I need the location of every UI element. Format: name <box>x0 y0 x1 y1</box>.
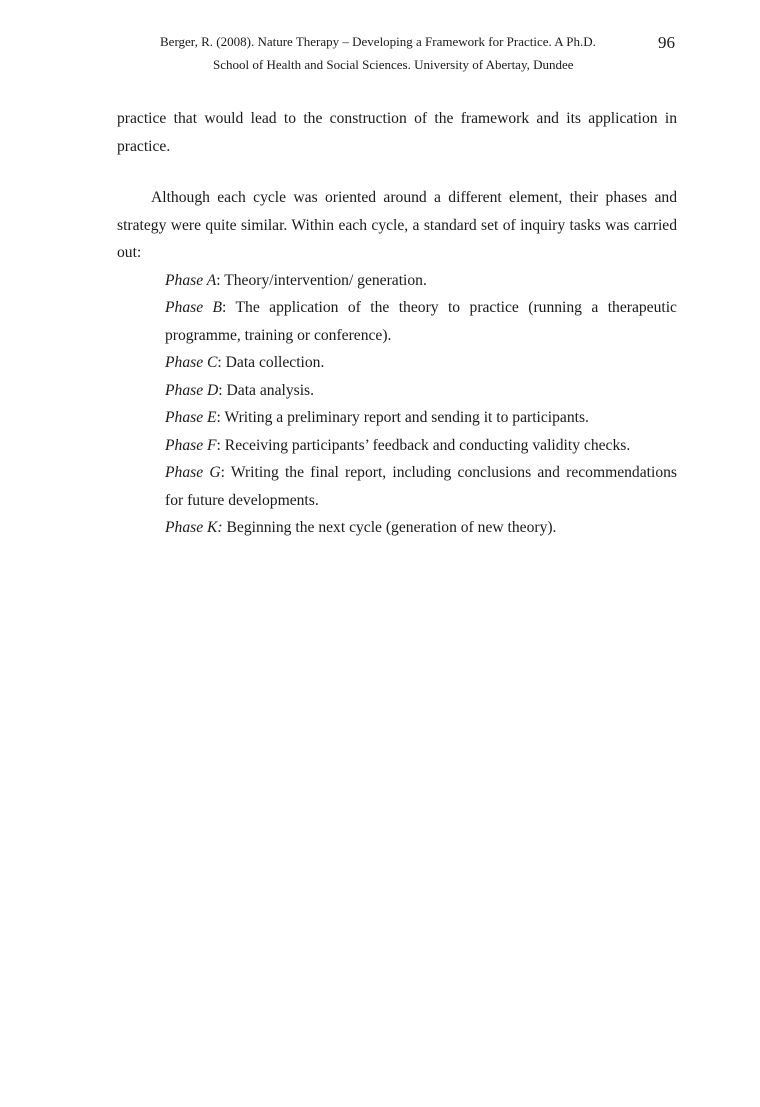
list-item <box>165 267 677 295</box>
paragraph-cycles: Although each cycle was oriented around a different element, their phases and strategy were quite similar. Within each cycle, a standard set of inquiry tasks was carried out: <box>117 189 677 261</box>
list-item <box>165 349 677 377</box>
phase-text: The application of the theory to practice (running a therapeutic programme, training or conference). <box>165 299 677 344</box>
phase-text: Writing the final report, including conclusions and recommendations for future developments. <box>165 464 677 509</box>
list-item <box>165 377 677 405</box>
phase-label: Phase E <box>165 409 217 426</box>
list-item <box>165 514 677 542</box>
phase-label: Phase F <box>165 436 217 454</box>
phase-label: Phase K: <box>165 519 223 536</box>
list-item <box>165 432 677 460</box>
phase-label: Phase D <box>165 381 219 399</box>
phase-separator: : <box>216 436 221 454</box>
phase-separator: : <box>220 464 225 481</box>
list-item <box>165 404 677 432</box>
phase-text: Data collection. <box>221 354 325 371</box>
phase-label: Phase C <box>165 354 218 371</box>
body-text <box>117 105 677 542</box>
header-citation: Berger, R. (2008). Nature Therapy – Developing a Framework for Practice. A Ph.D. <box>160 34 596 49</box>
phase-text: Receiving participants’ feedback and conducting validity checks. <box>220 436 631 454</box>
list-item <box>165 294 677 349</box>
phase-label: Phase A <box>165 271 217 289</box>
phase-separator: : <box>216 271 221 289</box>
phase-label: Phase B <box>165 299 223 316</box>
phase-text: Data analysis. <box>222 381 314 399</box>
phase-list <box>117 267 677 542</box>
phase-separator: : <box>218 381 223 399</box>
phase-text: Writing a preliminary report and sending it to participants. <box>220 409 589 426</box>
phase-separator: : <box>222 299 227 316</box>
phase-separator: : <box>217 354 222 371</box>
paragraph-continuation: practice that would lead to the construction of the framework and its application in practice. <box>117 110 677 155</box>
header-institution: School of Health and Social Sciences. University of Abertay, Dundee <box>213 57 574 72</box>
phase-separator: : <box>216 409 221 426</box>
list-item <box>165 459 677 514</box>
phase-label: Phase G <box>165 464 221 481</box>
page-number: 96 <box>658 33 675 52</box>
phase-text: Theory/intervention/ generation. <box>220 271 427 289</box>
phase-text: Beginning the next cycle (generation of new theory). <box>222 519 557 536</box>
